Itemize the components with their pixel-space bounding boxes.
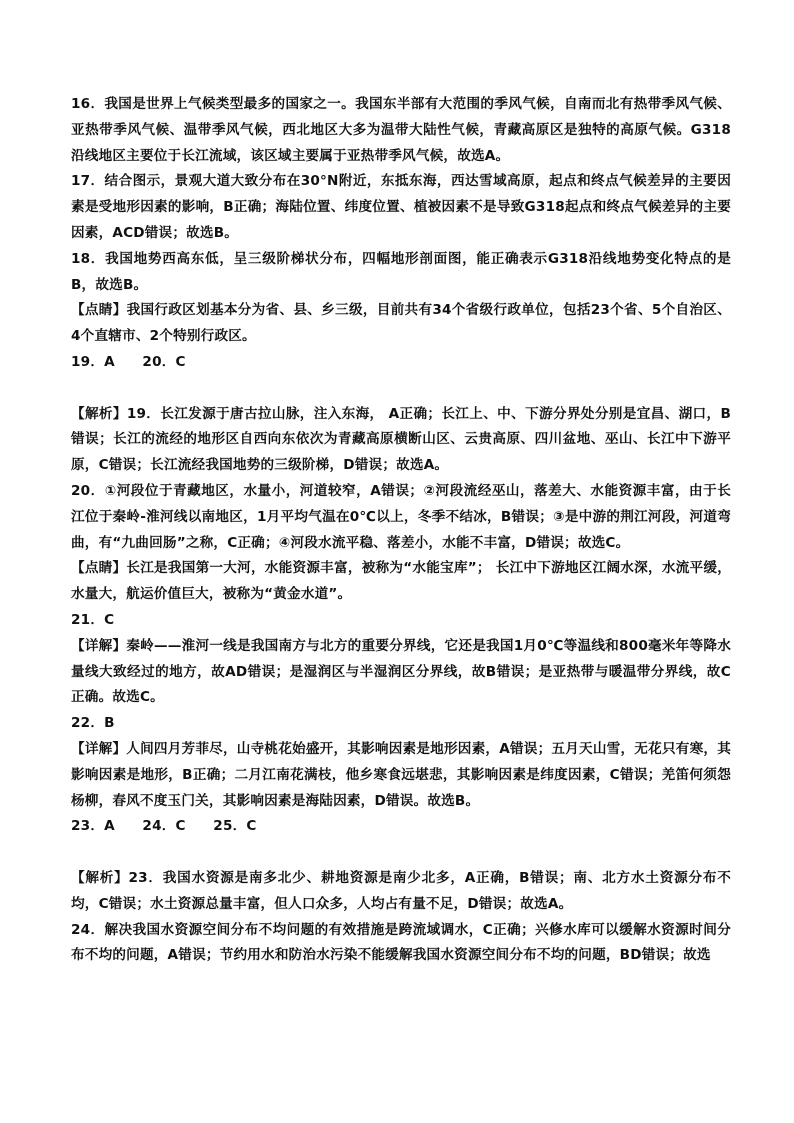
explanation-q16: 16．我国是世界上气候类型最多的国家之一。我国东半部有大范围的季风气候，自南而北有热带季风气候、亚热带季风气候、温带季风气候，西北地区大多为温带大陆性气候，青藏高原区是独特的高原气候。G318沿线地区主要位于长江流域，该区域主要属于亚热带季风气候，故选A。 bbox=[71, 96, 731, 164]
detailed-explanation-q22: 【详解】人间四月芳菲尽，山寺桃花始盛开，其影响因素是地形因素，A错误；五月天山雪，无花只有寒，其影响因素是地形，B正确；二月江南花满枝，他乡寒食远堪悲，其影响因素是纬度因素，C错误；羌笛何须怨杨柳，春风不度玉门关，其影响因素是海陆因素，D错误。故选B。 bbox=[71, 740, 731, 809]
explanation-q24: 24．解决我国水资源空间分布不均问题的有效措施是跨流域调水，C正确；兴修水库可以缓解水资源时间分布不均的问题，A错误；节约用水和防治水污染不能缓解我国水资源空间分布不均的问题，BD错误；故选 bbox=[71, 921, 731, 964]
answer-explanations bbox=[71, 92, 731, 969]
detailed-explanation-q21: 【详解】秦岭——淮河一线是我国南方与北方的重要分界线，它还是我国1月0℃等温线和800毫米年等降水量线大致经过的地方，故AD错误；是湿润区与半湿润区分界线，故B错误；是亚热带与暖温带分界线，故C正确。故选C。 bbox=[71, 637, 731, 706]
explanation-q20: 20．①河段位于青藏地区，水量小，河道较窄，A错误；②河段流经巫山，落差大、水能资源丰富，由于长江位于秦岭-淮河线以南地区，1月平均气温在0℃以上，冬季不结冰，B错误；③是中游的荆江河段，河道弯曲，有“九曲回肠”之称，C正确；④河段水流平稳、落差小，水能不丰富，D错误；故选C。 bbox=[71, 482, 731, 551]
key-point-q20: 【点睛】长江是我国第一大河，水能资源丰富，被称为“水能宝库”； 长江中下游地区江阔水深，水流平缓，水量大，航运价值巨大，被称为“黄金水道”。 bbox=[71, 560, 731, 603]
analysis-q19: 【解析】19．长江发源于唐古拉山脉，注入东海， A正确；长江上、中、下游分界处分别是宜昌、湖口，B错误；长江的流经的地形区自西向东依次为青藏高原横断山区、云贵高原、四川盆地、巫山、长江中下游平原，C错误；长江流经我国地势的三级阶梯，D错误；故选A。 bbox=[71, 405, 731, 474]
answers-19-20: 19．A 20．C bbox=[71, 353, 186, 370]
analysis-q23: 【解析】23．我国水资源是南多北少、耕地资源是南少北多，A正确，B错误；南、北方水土资源分布不均，C错误；水土资源总量丰富，但人口众多，人均占有量不足，D错误；故选A。 bbox=[71, 869, 731, 912]
key-point-q18: 【点睛】我国行政区划基本分为省、县、乡三级，目前共有34个省级行政单位，包括23个省、5个自治区、4个直辖市、2个特别行政区。 bbox=[71, 302, 731, 345]
explanation-q17: 17．结合图示，景观大道大致分布在30°N附近，东抵东海，西达雪域高原，起点和终点气候差异的主要因素是受地形因素的影响，B正确；海陆位置、纬度位置、植被因素不是导致G318起点和终点气候差异的主要因素，ACD错误；故选B。 bbox=[71, 173, 731, 241]
answers-23-25: 23．A 24．C 25．C bbox=[71, 818, 257, 835]
answer-22: 22．B bbox=[71, 715, 115, 732]
answer-21: 21．C bbox=[71, 611, 115, 628]
explanation-q18: 18．我国地势西高东低，呈三级阶梯状分布，四幅地形剖面图，能正确表示G318沿线地势变化特点的是B，故选B。 bbox=[71, 250, 731, 293]
